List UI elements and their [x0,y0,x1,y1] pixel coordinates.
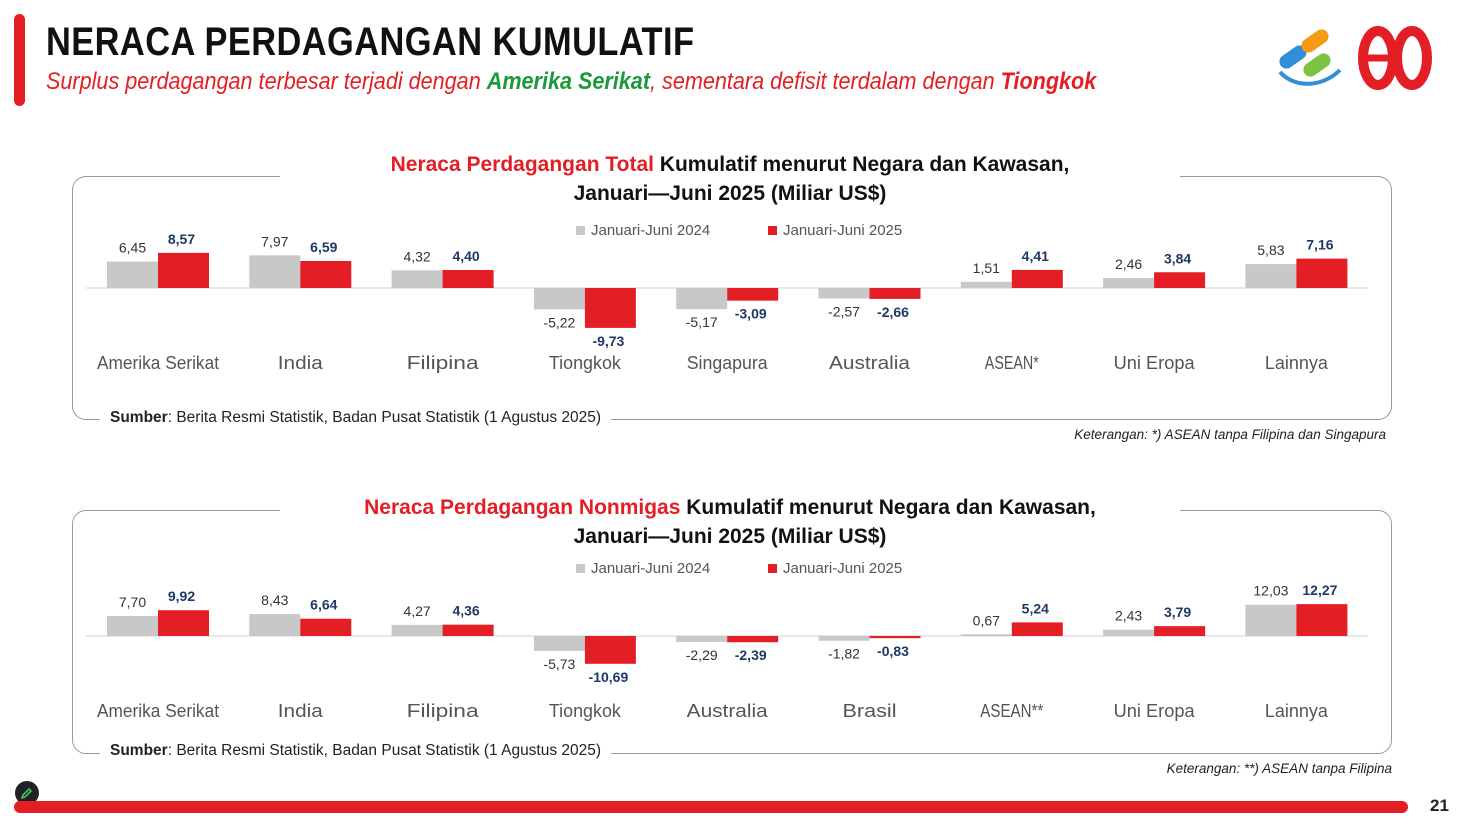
category-label: India [277,701,324,721]
bar-2025 [300,261,351,288]
category-label: Amerika Serikat [97,701,219,721]
data-label: -0,83 [877,643,909,660]
legend-label: Januari-Juni 2024 [591,222,711,239]
source-text: : Berita Resmi Statistik, Badan Pusat Statistik (1 Agustus 2025) [167,742,602,759]
bar-2025 [1012,622,1063,636]
category-label: Filipina [406,701,480,721]
category-label: India [277,353,324,373]
bar-2025 [1154,272,1205,288]
data-label: -2,39 [734,647,767,664]
data-label: -2,29 [685,646,718,663]
source-text: : Berita Resmi Statistik, Badan Pusat Statistik (1 Agustus 2025) [167,409,602,426]
data-label: -1,82 [828,645,860,662]
page-number: 21 [1430,796,1449,815]
data-label: 2,43 [1114,607,1143,624]
chart-title-rest: Kumulatif menurut Negara dan Kawasan, [680,496,1096,519]
chart-title-line2: Januari—Juni 2025 (Miliar US$) [573,525,887,548]
data-label: 4,41 [1021,247,1049,264]
page-title: NERACA PERDAGANGAN KUMULATIF [46,20,695,64]
bar-2024 [819,636,870,641]
bar-2025 [300,619,351,636]
bar-2024 [676,636,727,642]
data-label: -2,57 [828,303,860,320]
category-label: Lainnya [1264,353,1329,373]
data-label: 0,67 [972,612,1000,629]
bar-2025 [1012,270,1063,288]
data-label: 5,83 [1257,242,1285,259]
bar-2024 [107,262,158,288]
chart-title-line2: Januari—Juni 2025 (Miliar US$) [573,182,887,205]
category-label: Amerika Serikat [97,353,219,373]
data-label: -3,09 [734,305,767,322]
data-label: 8,43 [261,592,289,609]
bar-2024 [961,282,1012,288]
data-label: 6,45 [118,239,147,256]
data-label: 5,24 [1021,600,1049,617]
category-label: ASEAN* [984,353,1039,373]
bar-2024 [1103,630,1154,636]
category-label: Tiongkok [548,353,622,373]
data-label: 2,46 [1114,255,1143,272]
bar-2024 [107,616,158,636]
data-label: -2,66 [877,303,909,320]
bar-2024 [392,625,443,636]
data-label: 6,64 [310,596,338,613]
data-label: 4,32 [403,248,431,265]
data-label: -9,73 [592,332,625,349]
data-label: -5,17 [685,314,718,331]
data-label: 4,36 [452,602,480,619]
chart-title-rest: Kumulatif menurut Negara dan Kawasan, [653,153,1070,176]
category-label: ASEAN** [980,701,1044,721]
footer-accent-bar [14,801,1408,813]
bar-2025 [585,636,636,664]
source-label: Sumber [110,409,168,426]
chart-title-highlight: Neraca Perdagangan Nonmigas [364,496,681,519]
data-label: -5,73 [543,655,576,672]
data-label: 4,40 [452,247,480,264]
subtitle-part1: Surplus perdagangan terbesar terjadi dengan [46,68,487,95]
bar-2024 [534,636,585,651]
source-label: Sumber [110,742,168,759]
data-label: 12,03 [1253,582,1289,599]
bar-2025 [158,610,209,636]
category-label: Australia [829,353,912,373]
subtitle-highlight-deficit: Tiongkok [1000,68,1097,95]
bar-2025 [443,625,494,636]
data-label: -5,22 [543,314,576,331]
bar-2025 [158,253,209,288]
data-label: 3,79 [1163,604,1192,621]
bar-2024 [1103,278,1154,288]
legend-label: Januari-Juni 2025 [783,222,903,239]
legend-label: Januari-Juni 2024 [591,560,711,577]
bar-2024 [1245,605,1296,636]
bar-2024 [392,270,443,288]
bar-2025 [443,270,494,288]
data-label: 4,27 [403,602,431,619]
source-note-total [100,409,611,427]
data-label: 7,70 [118,593,147,610]
bar-2025 [1296,604,1347,636]
bar-2024 [819,288,870,299]
data-label: 7,16 [1306,236,1334,253]
footnote-total: Keterangan: *) ASEAN tanpa Filipina dan Singapura [1074,427,1386,442]
bar-2024 [249,614,300,636]
bar-2025 [870,636,921,638]
category-label: Australia [686,701,769,721]
bar-2024 [676,288,727,309]
subtitle-part2: , sementara defisit terdalam dengan [650,68,1001,95]
bar-2024 [249,255,300,288]
pencil-icon [20,786,34,800]
data-label: 3,84 [1163,250,1192,267]
bar-2024 [961,634,1012,636]
bar-2025 [1296,259,1347,288]
data-label: 8,57 [167,230,196,247]
data-label: 9,92 [167,588,196,605]
bar-2025 [1154,626,1205,636]
data-label: 6,59 [310,238,338,255]
source-note-nonmigas [100,742,611,760]
category-label: Uni Eropa [1113,353,1196,373]
data-label: 12,27 [1302,582,1338,599]
category-label: Tiongkok [548,701,622,721]
data-label: -10,69 [588,668,629,685]
bar-2025 [727,288,778,301]
footnote-nonmigas: Keterangan: **) ASEAN tanpa Filipina [1166,761,1392,776]
bar-2025 [585,288,636,328]
legend-label: Januari-Juni 2025 [783,560,903,577]
chart-title-highlight: Neraca Perdagangan Total [390,153,654,176]
category-label: Lainnya [1264,701,1329,721]
category-label: Filipina [406,353,480,373]
data-label: 7,97 [261,233,289,250]
bar-2024 [1245,264,1296,288]
bar-2025 [870,288,921,299]
data-label: 1,51 [972,259,1000,276]
bar-2024 [534,288,585,309]
category-label: Singapura [686,353,769,373]
category-label: Uni Eropa [1113,701,1196,721]
bar-2025 [727,636,778,642]
category-label: Brasil [842,701,897,721]
subtitle-highlight-surplus: Amerika Serikat [486,68,651,95]
